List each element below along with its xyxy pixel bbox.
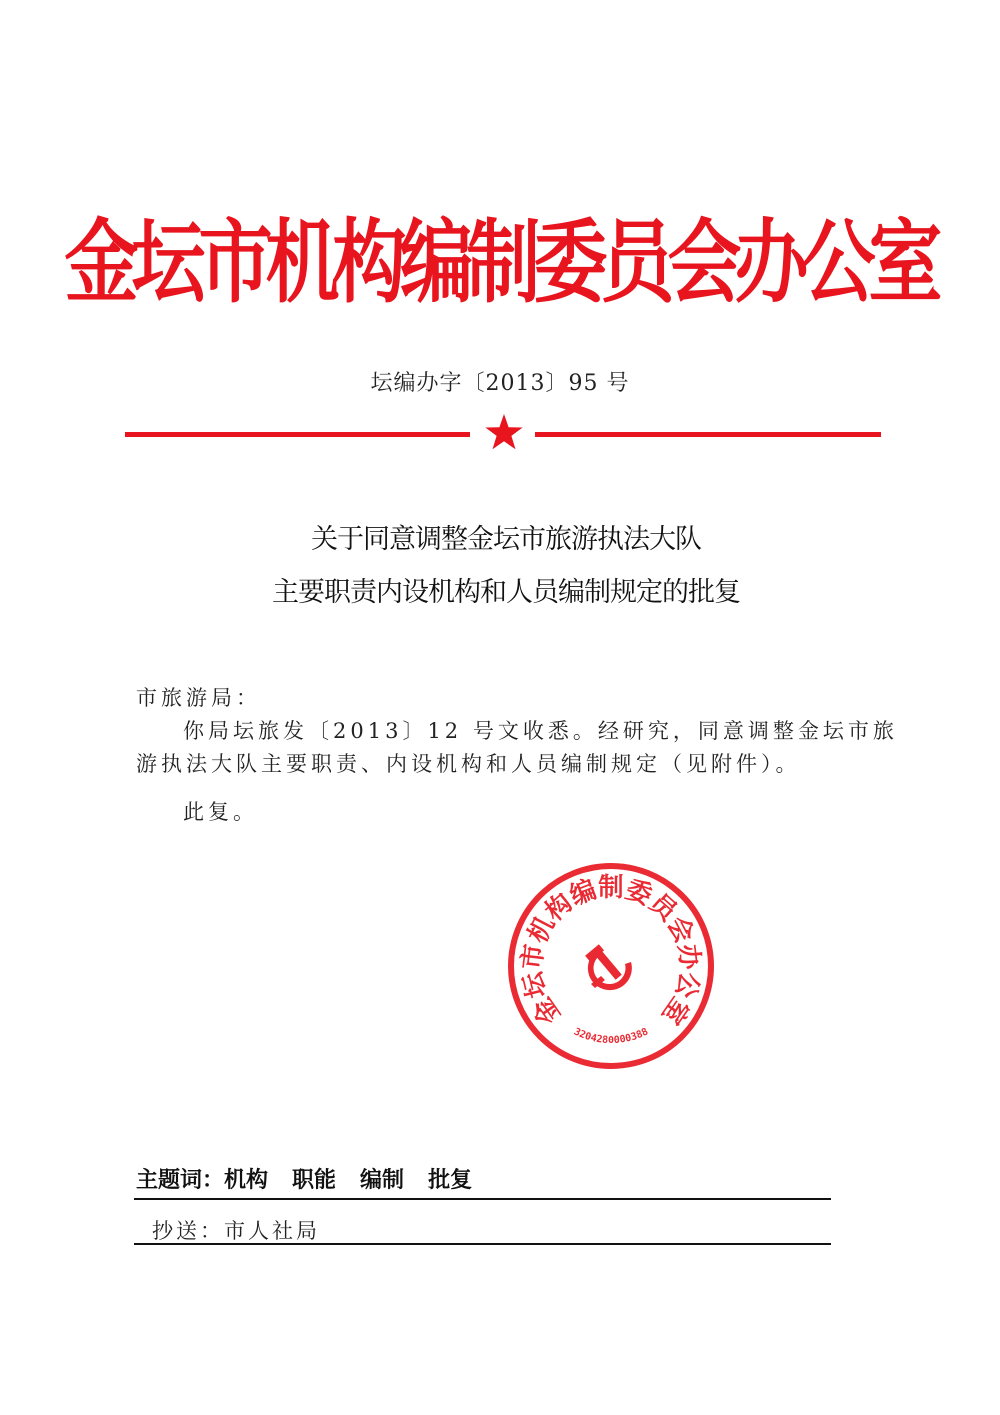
issuer-header: 金坛市机构编制委员会办公室 xyxy=(64,210,936,316)
body-paragraph-line-2: 游执法大队主要职责、内设机构和人员编制规定（见附件）。 xyxy=(136,752,801,776)
seal-code: 3204280000388 xyxy=(571,1026,651,1047)
keywords-line xyxy=(136,1163,472,1194)
body-paragraph-line-1: 你局坛旅发〔2013〕12 号文收悉。经研究，同意调整金坛市旅 xyxy=(183,719,898,743)
keyword-item: 批复 xyxy=(428,1168,473,1193)
keywords-label: 主题词： xyxy=(136,1168,225,1193)
cc-underline xyxy=(134,1243,831,1245)
red-rule-right xyxy=(535,432,881,437)
seal-ring-text: 金坛市机构编制委员会办公室 xyxy=(517,873,705,1031)
keyword-item: 编制 xyxy=(360,1168,405,1193)
keyword-item: 机构 xyxy=(224,1168,269,1193)
document-title-line-1: 关于同意调整金坛市旅游执法大队 xyxy=(311,524,701,555)
cc-label: 抄送： xyxy=(152,1219,224,1243)
keyword-item: 职能 xyxy=(292,1168,337,1193)
addressee: 市旅游局： xyxy=(136,686,261,710)
keywords-underline xyxy=(134,1198,831,1200)
red-star-icon xyxy=(484,413,524,453)
hammer-sickle-emblem xyxy=(585,944,632,990)
closing-text: 此复。 xyxy=(183,800,258,824)
cc-line xyxy=(152,1215,320,1245)
official-seal xyxy=(503,858,719,1074)
red-rule-left xyxy=(125,432,470,437)
document-title-line-2: 主要职责内设机构和人员编制规定的批复 xyxy=(272,577,740,608)
document-number: 坛编办字〔2013〕95 号 xyxy=(370,371,630,396)
cc-value: 市人社局 xyxy=(224,1219,320,1243)
